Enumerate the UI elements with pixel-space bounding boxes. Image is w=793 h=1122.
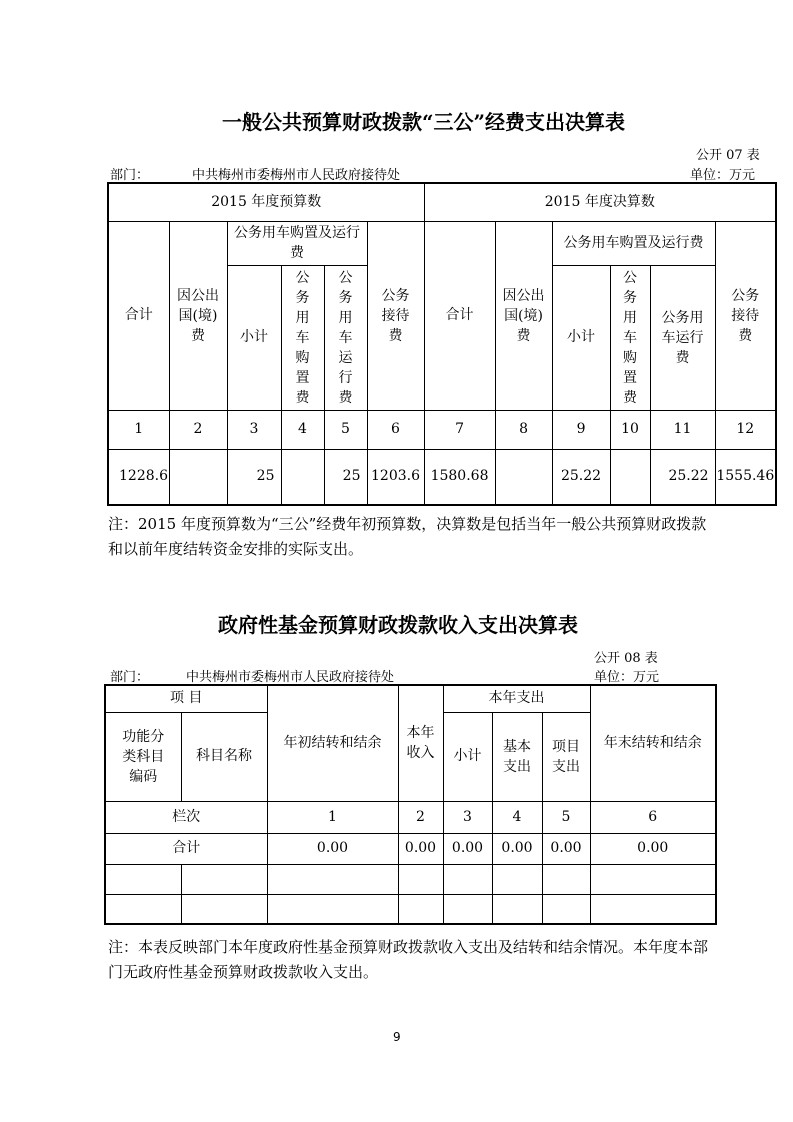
budget-subtotal-header: 小计 [227, 265, 281, 410]
table1-code: 公开 07 表 [696, 148, 760, 163]
value-cell: 25.22 [650, 449, 715, 505]
final-subtotal-header: 小计 [552, 265, 610, 410]
value-cell: 25.22 [552, 449, 610, 505]
value-cell: 1203.6 [367, 449, 424, 505]
table1-unit: 单位：万元 [690, 168, 756, 183]
page-number: 9 [393, 1030, 401, 1044]
col-number: 9 [552, 410, 610, 449]
col-number: 1 [108, 410, 169, 449]
three-public-expense-table [107, 182, 777, 506]
table2-dept-label: 部门： [110, 670, 150, 685]
col-number: 8 [495, 410, 552, 449]
empty-cell [443, 864, 492, 894]
empty-cell [398, 864, 443, 894]
col-number: 5 [324, 410, 367, 449]
value-cell [281, 449, 324, 505]
col-number: 4 [281, 410, 324, 449]
col-number: 11 [650, 410, 715, 449]
final-vehicle-purchase-header: 公务用车购置费 [610, 265, 650, 410]
col-number: 7 [424, 410, 495, 449]
value-cell: 25 [227, 449, 281, 505]
empty-cell [492, 864, 542, 894]
begin-balance-header: 年初结转和结余 [267, 685, 398, 801]
empty-cell [181, 864, 267, 894]
budget-vehicle-purchase-header: 公务用车购置费 [281, 265, 324, 410]
table1-dept-name: 中共梅州市委梅州市人民政府接待处 [192, 168, 401, 183]
empty-cell [492, 894, 542, 924]
empty-cell [267, 864, 398, 894]
col-number: 3 [443, 801, 492, 833]
col-number: 2 [398, 801, 443, 833]
value-cell [610, 449, 650, 505]
empty-cell [542, 894, 590, 924]
basic-expense-header: 基本支出 [492, 712, 542, 801]
income-header: 本年收入 [398, 685, 443, 801]
empty-cell [181, 894, 267, 924]
final-vehicle-running-header: 公务用车运行费 [650, 265, 715, 410]
subject-name-header: 科目名称 [181, 712, 267, 801]
table2-code: 公开 08 表 [594, 651, 658, 666]
budget-reception-header: 公务接待费 [367, 221, 424, 410]
government-fund-table [104, 684, 717, 925]
table1-note: 注：2015 年度预算数为“三公”经费年初预算数，决算数是包括当年一般公共预算财政拨款和以前年度结转资金安排的实际支出。 [108, 515, 707, 558]
value-cell: 1555.46 [715, 449, 776, 505]
value-cell: 25 [324, 449, 367, 505]
value-cell [169, 449, 227, 505]
row-total-label: 合计 [105, 833, 267, 864]
budget-group-header: 2015 年度预算数 [108, 183, 424, 221]
final-reception-header: 公务接待费 [715, 221, 776, 410]
col-number: 4 [492, 801, 542, 833]
value-cell [495, 449, 552, 505]
row-col-label: 栏次 [105, 801, 267, 833]
col-number: 6 [590, 801, 716, 833]
empty-cell [267, 894, 398, 924]
item-header: 项 目 [105, 685, 267, 712]
empty-cell [443, 894, 492, 924]
empty-cell [398, 894, 443, 924]
total-cell: 0.00 [590, 833, 716, 864]
col-number: 1 [267, 801, 398, 833]
func-code-header: 功能分类科目编码 [105, 712, 181, 801]
project-expense-header: 项目支出 [542, 712, 590, 801]
expense-group-header: 本年支出 [443, 685, 590, 712]
value-cell: 1580.68 [424, 449, 495, 505]
table2-note: 注：本表反映部门本年度政府性基金预算财政拨款收入支出及结转和结余情况。本年度本部门无政府性基金预算财政拨款收入支出。 [108, 938, 709, 981]
final-group-header: 2015 年度决算数 [424, 183, 776, 221]
final-abroad-header: 因公出国(境)费 [495, 221, 552, 410]
table2-dept-name: 中共梅州市委梅州市人民政府接待处 [186, 670, 395, 685]
total-cell: 0.00 [443, 833, 492, 864]
budget-vehicle-running-header: 公务用车运行费 [324, 265, 367, 410]
total-cell: 0.00 [398, 833, 443, 864]
col-number: 6 [367, 410, 424, 449]
col-number: 2 [169, 410, 227, 449]
col-number: 10 [610, 410, 650, 449]
empty-cell [590, 894, 716, 924]
table2-title: 政府性基金预算财政拨款收入支出决算表 [218, 613, 578, 637]
final-total-header: 合计 [424, 221, 495, 410]
col-number: 3 [227, 410, 281, 449]
col-number: 12 [715, 410, 776, 449]
col-number: 5 [542, 801, 590, 833]
empty-cell [105, 894, 181, 924]
table1-title: 一般公共预算财政拨款“三公”经费支出决算表 [222, 110, 626, 134]
empty-cell [105, 864, 181, 894]
total-cell: 0.00 [492, 833, 542, 864]
total-cell: 0.00 [267, 833, 398, 864]
total-cell: 0.00 [542, 833, 590, 864]
table2-unit: 单位：万元 [594, 670, 660, 685]
value-cell: 1228.6 [108, 449, 169, 505]
table1-dept-label: 部门： [110, 168, 150, 183]
empty-cell [590, 864, 716, 894]
budget-abroad-header: 因公出国(境)费 [169, 221, 227, 410]
budget-vehicle-group-header: 公务用车购置及运行费 [227, 221, 367, 265]
final-vehicle-group-header: 公务用车购置及运行费 [552, 221, 715, 265]
empty-cell [542, 864, 590, 894]
expense-subtotal-header: 小计 [443, 712, 492, 801]
end-balance-header: 年末结转和结余 [590, 685, 716, 801]
budget-total-header: 合计 [108, 221, 169, 410]
